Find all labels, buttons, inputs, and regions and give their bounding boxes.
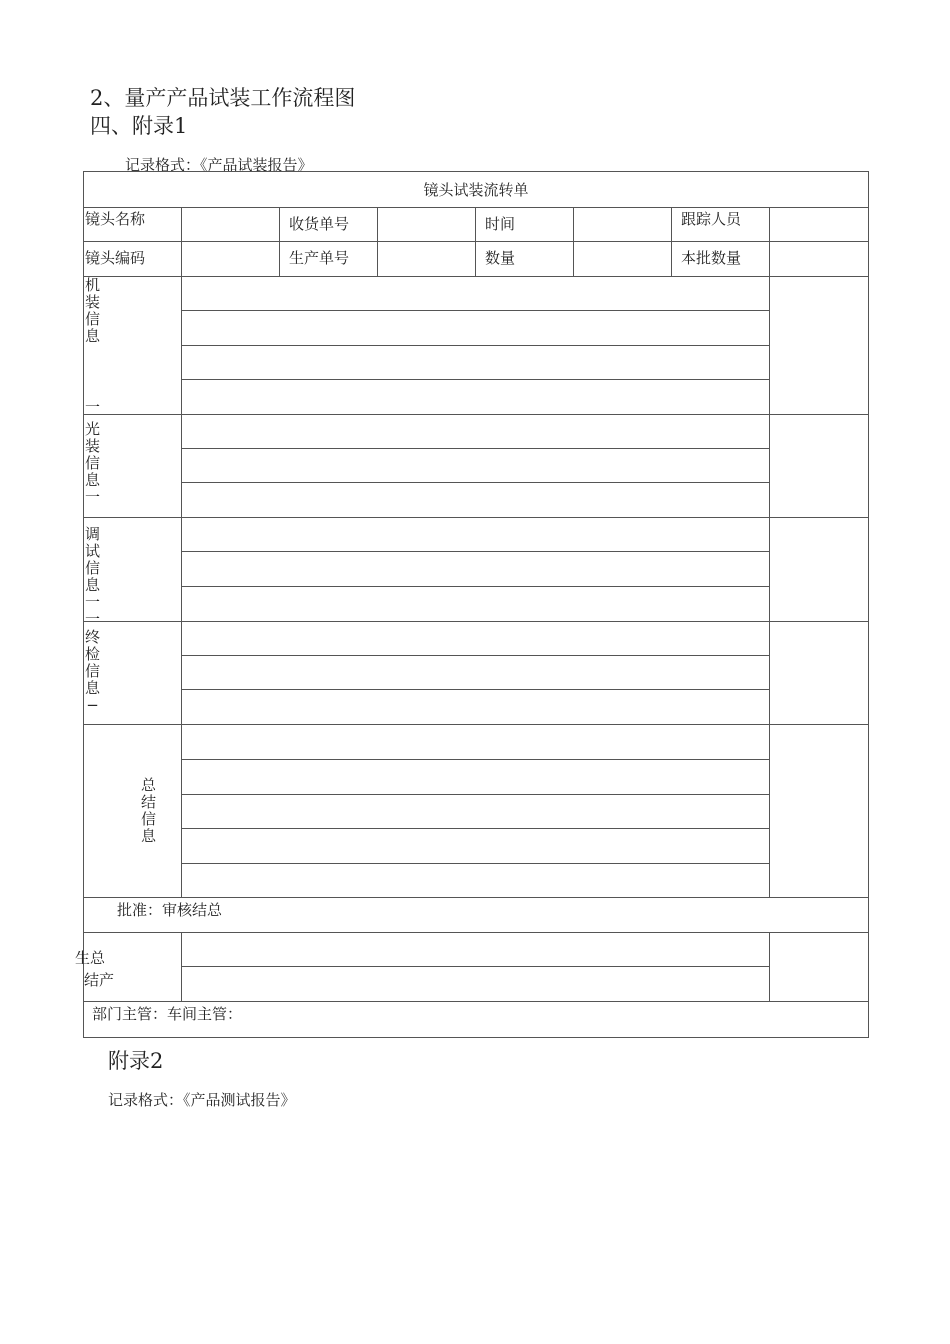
- label-lens-name: 镜头名称: [85, 210, 146, 228]
- form-title: 镜头试装流转单: [423, 181, 529, 199]
- appendix2-heading: 附录2: [108, 1049, 164, 1073]
- record-format-2: 记录格式：《产品测试报告》: [108, 1091, 296, 1109]
- record-format-1: 记录格式：《产品试装报告》: [125, 156, 313, 174]
- prod-summary-label-1: 生总: [75, 949, 106, 967]
- prod-summary-label-2: 结产: [84, 971, 115, 989]
- label-quantity: 数量: [485, 249, 516, 267]
- label-production-no: 生产单号: [289, 249, 350, 267]
- section-machine-mark: 一: [84, 398, 100, 416]
- label-batch-quantity: 本批数量: [681, 249, 742, 267]
- section-optical-label: 光装信息一: [84, 420, 100, 506]
- label-receipt-no: 收货单号: [289, 215, 350, 233]
- flow-chart-heading: 2、量产产品试装工作流程图: [90, 86, 356, 110]
- approve-row-label: 批准：审核结总: [117, 901, 223, 919]
- section-machine-label: 机装信息: [84, 276, 100, 345]
- section-debug-label: 调试信息一一: [84, 525, 100, 628]
- section-summary-label: 总结信息: [140, 776, 156, 845]
- label-tracker: 跟踪人员: [681, 210, 742, 228]
- label-lens-code: 镜头编码: [85, 249, 146, 267]
- section-final-label: 终检信息−: [84, 628, 100, 714]
- footer-supervisors: 部门主管：车间主管：: [92, 1005, 243, 1023]
- appendix1-heading: 四、附录1: [90, 114, 188, 138]
- label-time: 时间: [485, 215, 516, 233]
